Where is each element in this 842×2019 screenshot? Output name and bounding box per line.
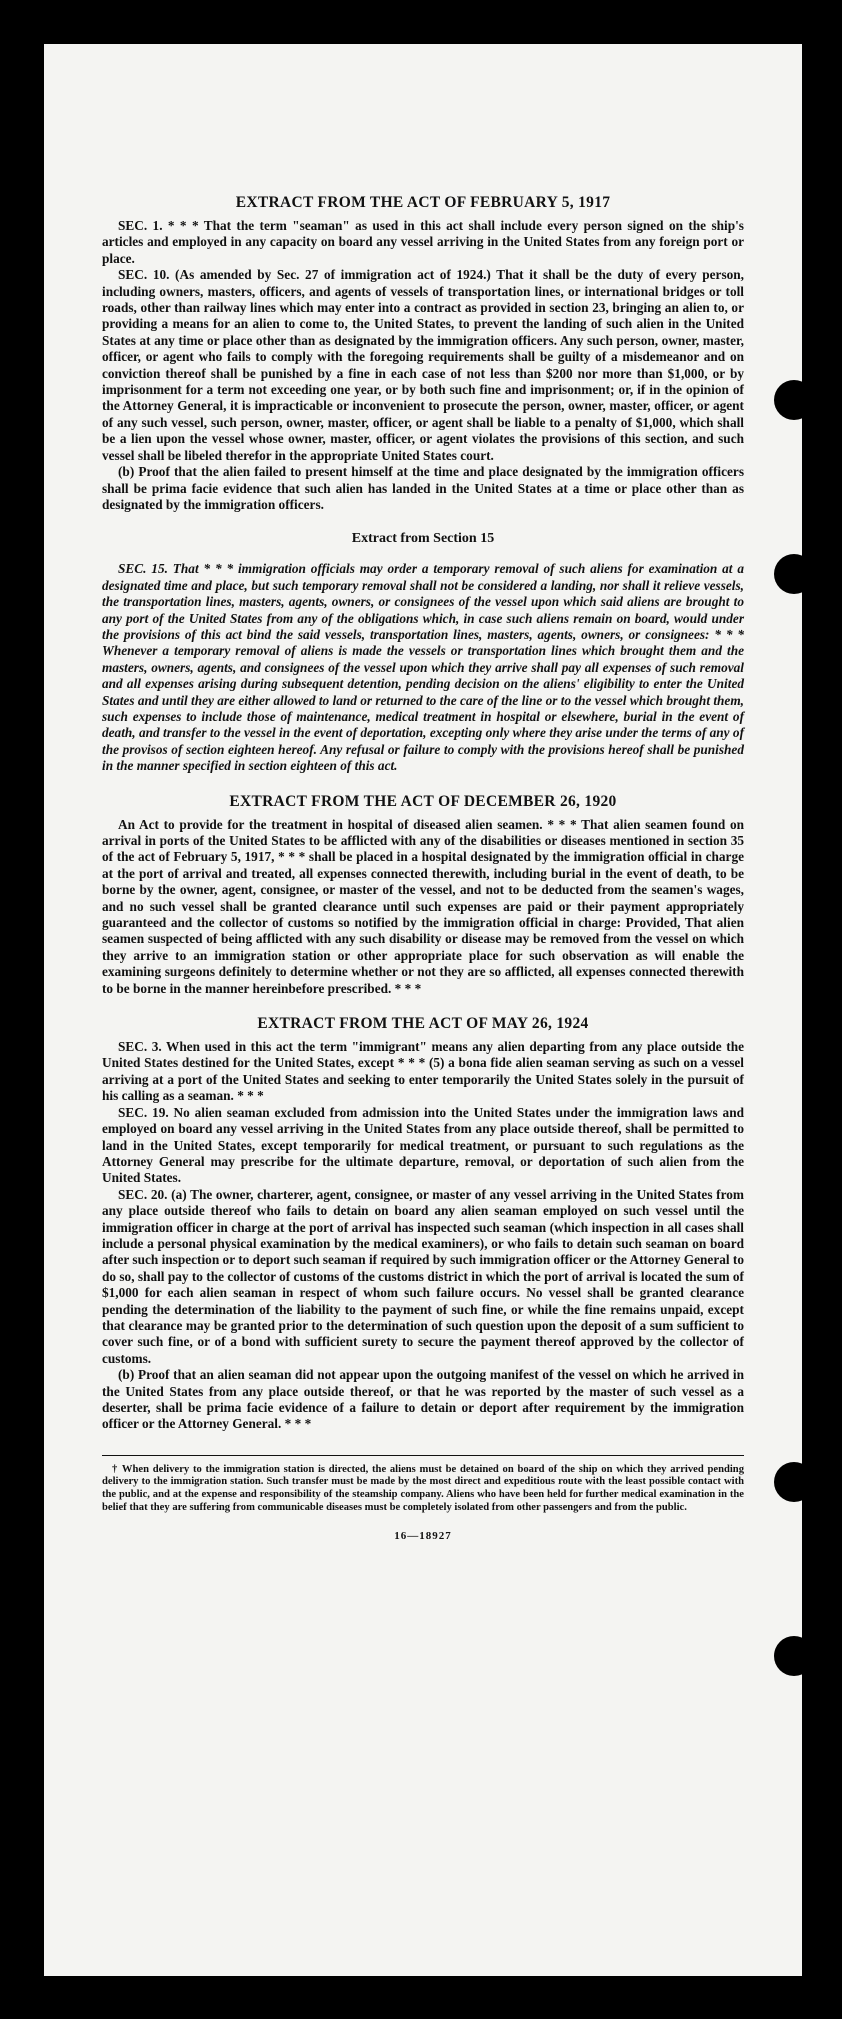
punch-hole (774, 554, 814, 594)
document-page (44, 44, 802, 1976)
paragraph-sec-15: SEC. 15. That * * * immigration officials may order a temporary removal of such aliens for examination at a designated time and place, but such temporary removal shall not be considered a landing, nor shall it relieve vessels, the transportation lines, masters, agents, owners, or consignees of the vessel upon which said aliens are brought to any port of the United States from any of the obligations which, in case such aliens remain on board, would under the provisions of this act bind the said vessels, transportation lines, masters, agents, owners, or consignees: * * * Whenever a temporary removal of aliens is made the vessels or transportation lines which brought them and the masters, owners, agents, and consignees of the vessel upon which they arrive shall pay all expenses of such removal and all expenses arising during subsequent detention, pending decision on the aliens' eligibility to enter the United States and until they are either allowed to land or returned to the care of the line or to the vessel which brought them, such expenses to include those of maintenance, medical treatment in hospital or elsewhere, burial in the event of death, and transfer to the vessel in the event of deportation, excepting only where they arise under the terms of any of the provisos of section eighteen hereof. Any refusal or failure to comply with the provisions hereof shall be punished in the manner specified in section eighteen of this act. (102, 561, 744, 774)
punch-hole (774, 1636, 814, 1676)
paragraph-sec-10-b: (b) Proof that the alien failed to present himself at the time and place designated by the immigration officers shall be prima facie evidence that such alien has landed in the United States at a time or place other than as designated by the immigration officers. (102, 464, 744, 512)
page-identifier: 16—18927 (394, 1530, 452, 1543)
punch-hole (774, 380, 814, 420)
footnote-divider (102, 1455, 744, 1456)
heading-section-15: Extract from Section 15 (351, 531, 495, 547)
section-extract-15 (102, 531, 744, 774)
heading-act-may-1924: EXTRACT FROM THE ACT OF MAY 26, 1924 (257, 1015, 589, 1033)
paragraph-sec-1: SEC. 1. * * * That the term "seaman" as used in this act shall include every person signed on the ship's articles and employed in any capacity on board any vessel arriving in the United States from any foreign port or place. (102, 218, 744, 266)
footnote: † When delivery to the immigration station is directed, the aliens must be detained on board of the ship on which they arrived pending delivery to the immigration station. Such transfer must be made by the most direct and expeditious route with the least possible contact with the public, and at the expense and responsibility of the steamship company. Aliens who have been held for further medical examination in the belief that they are suffering from communicable diseases must be completely isolated from other passengers and from the public. (102, 1463, 744, 1513)
paragraph-sec-19: SEC. 19. No alien seaman excluded from admission into the United States under the immigration laws and employed on board any vessel arriving in the United States from any place outside thereof, shall be permitted to land in the United States, except temporarily for medical treatment, or pursuant to such regulations as the Attorney General may prescribe for the ultimate departure, removal, or deportation of such alien from the United States. (102, 1104, 744, 1186)
section-act-1920 (102, 793, 744, 997)
section-act-1917 (102, 194, 744, 513)
section-act-1924 (102, 1015, 744, 1433)
heading-act-feb-1917: EXTRACT FROM THE ACT OF FEBRUARY 5, 1917 (235, 194, 611, 211)
paragraph-sec-3: SEC. 3. When used in this act the term "immigrant" means any alien departing from any place outside the United States destined for the United States, except * * * (5) a bona fide alien seaman serving as such on a vessel arriving at a port of the United States and seeking to enter temporarily the United States solely in the pursuit of his calling as a seaman. * * * (102, 1039, 744, 1104)
punch-hole (774, 1462, 814, 1502)
paragraph-act-1920: An Act to provide for the treatment in hospital of diseased alien seamen. * * * That alien seamen found on arrival in ports of the United States to be afflicted with any of the disabilities or diseases mentioned in section 35 of the act of February 5, 1917, * * * shall be placed in a hospital designated by the immigration official in charge at the port of arrival and treated, all expenses connected therewith, including burial in the event of death, to be borne by the owner, agent, consignee, or master of the vessel, and not to be deducted from the seamen's wages, and no such vessel shall be granted clearance until such expenses are paid or their payment appropriately guaranteed and the collector of customs so notified by the immigration official in charge: Provided, That alien seamen suspected of being afflicted with any such disability or disease may be removed from the vessel on which they arrive to an immigration station or other appropriate place for such observation as will enable the examining surgeons definitely to determine whether or not they are so afflicted, all expenses connected therewith to be borne in the manner hereinbefore prescribed. * * * (102, 816, 744, 996)
paragraph-sec-10: SEC. 10. (As amended by Sec. 27 of immigration act of 1924.) That it shall be the duty of every person, including owners, masters, officers, and agents of vessels of transportation lines, or international bridges or toll roads, other than railway lines which may enter into a contract as provided in section 23, bringing an alien to, or providing a means for an alien to come to, the United States, to prevent the landing of such alien in the United States at any time or place other than as designated by the immigration officers. Any such person, owner, master, officer, or agent who fails to comply with the foregoing requirements shall be guilty of a misdemeanor and on conviction thereof shall be punished by a fine in each case of not less than $200 nor more than $1,000, or by imprisonment for a term not exceeding one year, or by both such fine and imprisonment; or, if in the opinion of the Attorney General, it is impracticable or inconvenient to prosecute the person, owner, master, officer, or agent of any such vessel, such person, owner, master, officer, or agent shall be liable to a penalty of $1,000, which shall be a lien upon the vessel whose owner, master, officer, or agent violates the provisions of this section, and such vessel shall be libeled therefor in the appropriate United States court. (102, 267, 744, 463)
heading-act-dec-1920: EXTRACT FROM THE ACT OF DECEMBER 26, 1920 (229, 792, 617, 810)
paragraph-sec-20-a: SEC. 20. (a) The owner, charterer, agent, consignee, or master of any vessel arriving in the United States from any place outside thereof who fails to detain on board any alien seaman employed on such vessel until the immigration officer in charge at the port of arrival has inspected such seaman (which inspection in all cases shall include a personal physical examination by the medical examiners), or who fails to detain such seaman on board after such inspection or to deport such seaman if required by such immigration officer or the Attorney General to do so, shall pay to the collector of customs of the customs district in which the port of arrival is located the sum of $1,000 for each alien seaman in respect of whom such failure occurs. No vessel shall be granted clearance pending the determination of the liability to the payment of such fine, or while the fine remains unpaid, except that clearance may be granted prior to the determination of such question upon the deposit of a sum sufficient to cover such fine, or of a bond with sufficient surety to secure the payment thereof approved by the collector of customs. (102, 1186, 744, 1366)
paragraph-sec-20-b: (b) Proof that an alien seaman did not appear upon the outgoing manifest of the vessel on which he arrived in the United States from any place outside thereof, or that he was reported by the master of such vessel as a deserter, shall be prima facie evidence of a failure to detain or deport after requirement by the immigration officer or the Attorney General. * * * (102, 1367, 744, 1432)
